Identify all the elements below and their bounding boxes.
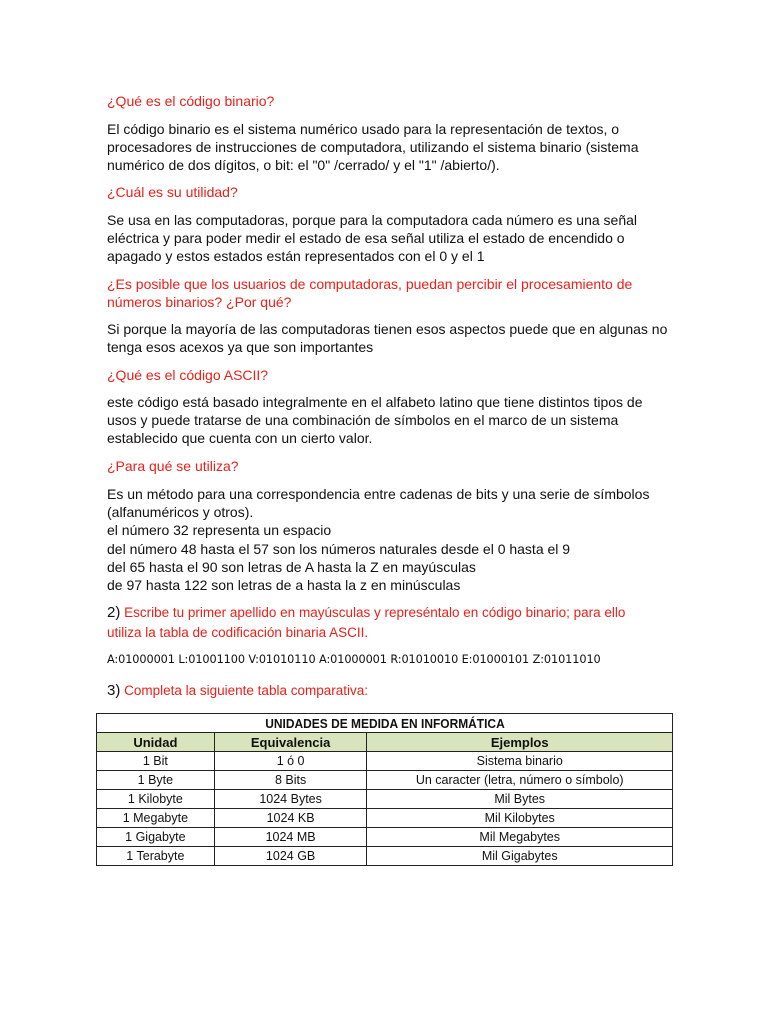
cell-unidad: 1 Gigabyte xyxy=(97,828,215,847)
answer-line: numérico de dos dígitos, o bit: el "0" /cerrado/ y el "1" /abierto/). xyxy=(107,157,500,174)
header-equivalencia: Equivalencia xyxy=(214,733,367,752)
table-row xyxy=(97,809,673,828)
task-number: 3) xyxy=(107,682,121,699)
cell-equivalencia: 1024 MB xyxy=(214,828,367,847)
task-2-prompt xyxy=(107,603,667,643)
question-ascii-usage: ¿Para qué se utiliza? xyxy=(107,458,239,474)
answer-line: Si porque la mayoría de las computadoras tienen esos aspectos puede que en algunas no xyxy=(107,321,668,337)
question-line: números binarios? ¿Por qué? xyxy=(107,294,292,311)
cell-ejemplos: Mil Gigabytes xyxy=(367,847,673,866)
cell-equivalencia: 1024 Bytes xyxy=(214,790,367,809)
answer-line: de 97 hasta 122 son letras de a hasta la z en minúsculas xyxy=(107,577,461,594)
answer-ascii-usage xyxy=(107,485,667,594)
task-2-text-line1: Escribe tu primer apellido en mayúsculas y represéntalo en código binario; para ello xyxy=(124,605,626,620)
answer-line: (alfanuméricos y otros). xyxy=(107,504,254,521)
answer-line: apagado y estos estados están representados con el 0 y el 1 xyxy=(107,248,485,265)
table-row xyxy=(97,828,673,847)
question-binary-code: ¿Qué es el código binario? xyxy=(107,93,275,109)
cell-equivalencia: 1024 GB xyxy=(214,847,367,866)
cell-ejemplos: Mil Bytes xyxy=(367,790,673,809)
table-title: UNIDADES DE MEDIDA EN INFORMÁTICA xyxy=(120,714,650,733)
answer-utility xyxy=(107,211,667,266)
answer-line: tenga esos acexos ya que son importantes xyxy=(107,339,374,356)
task-3-text: Completa la siguiente tabla comparativa: xyxy=(124,683,368,698)
answer-line: eléctrica y para poder medir el estado de esa señal utiliza el estado de encendido o xyxy=(107,230,625,247)
question-ascii: ¿Qué es el código ASCII? xyxy=(107,367,269,383)
table-title-row xyxy=(97,714,673,733)
task-number: 2) xyxy=(107,604,121,621)
header-unidad: Unidad xyxy=(97,733,215,752)
cell-ejemplos: Mil Kilobytes xyxy=(367,809,673,828)
table-row xyxy=(97,847,673,866)
answer-line: este código está basado integralmente en el alfabeto latino que tiene distintos tipos de xyxy=(107,394,643,410)
cell-ejemplos: Mil Megabytes xyxy=(367,828,673,847)
cell-ejemplos: Un caracter (letra, número o símbolo) xyxy=(367,771,673,790)
table-row xyxy=(97,771,673,790)
cell-equivalencia: 1 ó 0 xyxy=(214,752,367,771)
cell-equivalencia: 8 Bits xyxy=(214,771,367,790)
answer-ascii xyxy=(107,393,667,448)
task-3-prompt xyxy=(107,681,667,701)
task-2-text-line2: utiliza la tabla de codificación binaria ASCII. xyxy=(107,625,369,640)
cell-unidad: 1 Byte xyxy=(97,771,215,790)
answer-line: establecido que cuenta con un cierto valor. xyxy=(107,430,373,447)
cell-equivalencia: 1024 KB xyxy=(214,809,367,828)
table-row xyxy=(97,752,673,771)
answer-line: usos y puede tratarse de una combinación de símbolos en el marco de un sistema xyxy=(107,412,619,429)
header-ejemplos: Ejemplos xyxy=(367,733,673,752)
table-header-row xyxy=(97,733,673,752)
cell-unidad: 1 Megabyte xyxy=(97,809,215,828)
question-line: ¿Es posible que los usuarios de computadoras, puedan percibir el procesamiento de xyxy=(107,276,633,292)
answer-perceive-binary xyxy=(107,320,667,356)
question-perceive-binary xyxy=(107,275,632,311)
table-row xyxy=(97,790,673,809)
cell-unidad: 1 Kilobyte xyxy=(97,790,215,809)
answer-line: del número 48 hasta el 57 son los números naturales desde el 0 hasta el 9 xyxy=(107,540,571,557)
answer-line: procesadores de instrucciones de computadora, utilizando el sistema binario (sistema xyxy=(107,139,639,156)
question-utility: ¿Cuál es su utilidad? xyxy=(107,184,238,200)
answer-line: Es un método para una correspondencia entre cadenas de bits y una serie de símbolos xyxy=(107,486,650,502)
cell-unidad: 1 Terabyte xyxy=(97,847,215,866)
answer-binary-code xyxy=(107,120,667,175)
answer-line: El código binario es el sistema numérico usado para la representación de textos, o xyxy=(107,121,620,137)
units-table xyxy=(96,713,673,866)
answer-line: del 65 hasta el 90 son letras de A hasta la Z en mayúsculas xyxy=(107,558,476,575)
cell-ejemplos: Sistema binario xyxy=(367,752,673,771)
cell-unidad: 1 Bit xyxy=(97,752,215,771)
ascii-binary-answer: A:01000001 L:01001100 V:01010110 A:01000001 R:01010010 E:01000101 Z:01011010 xyxy=(107,653,601,666)
answer-line: Se usa en las computadoras, porque para la computadora cada número es una señal xyxy=(107,212,638,228)
answer-line: el número 32 representa un espacio xyxy=(107,522,332,539)
